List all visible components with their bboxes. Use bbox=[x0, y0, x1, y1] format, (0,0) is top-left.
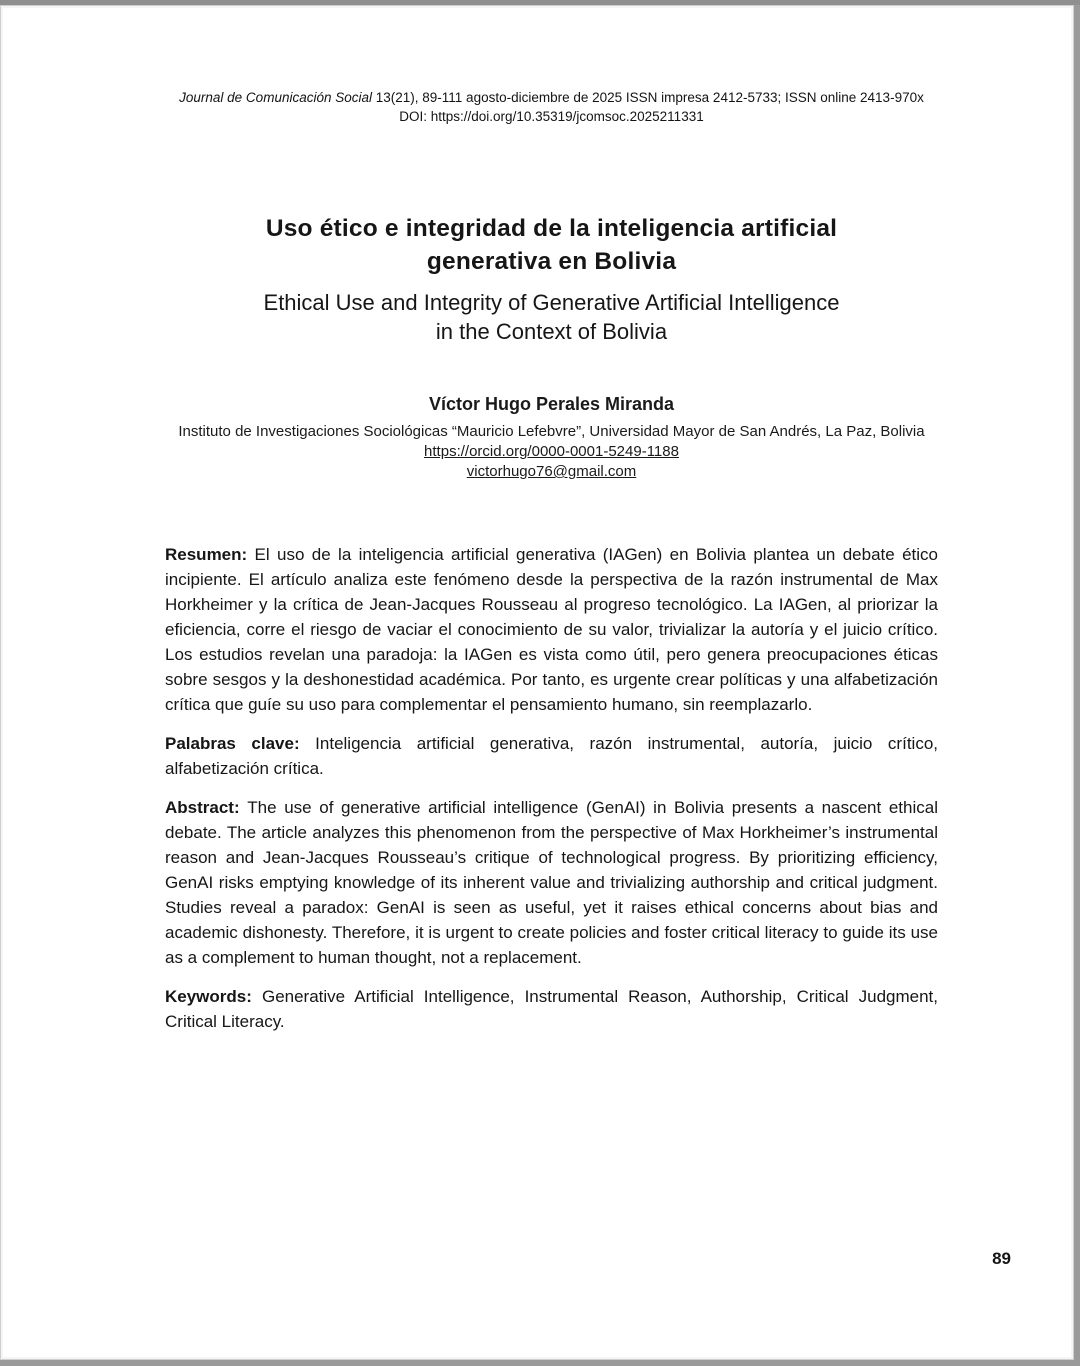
abstract-spanish-label: Resumen: bbox=[165, 545, 255, 564]
document-page bbox=[0, 5, 1074, 1360]
journal-header bbox=[165, 88, 938, 126]
abstract-english-paragraph bbox=[165, 795, 938, 970]
article-title-spanish-line2: generativa en Bolivia bbox=[426, 248, 677, 275]
keywords-spanish-text: Inteligencia artificial generativa, razón instrumental, autoría, juicio crítico, alfabetización crítica. bbox=[165, 734, 938, 778]
email-line bbox=[165, 462, 938, 482]
email-link[interactable]: victorhugo76@gmail.com bbox=[466, 463, 637, 480]
journal-name: Journal de Comunicación Social bbox=[179, 90, 372, 105]
journal-citation-line bbox=[165, 88, 938, 107]
keywords-english-text: Generative Artificial Intelligence, Instrumental Reason, Authorship, Critical Judgment, Critical Literacy. bbox=[165, 987, 938, 1031]
keywords-spanish-label: Palabras clave: bbox=[165, 734, 316, 753]
abstract-spanish-text: El uso de la inteligencia artificial generativa (IAGen) en Bolivia plantea un debate ético incipiente. El artículo analiza este fenómeno desde la perspectiva de la razón instrumental de Max Horkheimer y la crítica de Jean-Jacques Rousseau al progreso tecnológico. La IAGen, al priorizar la eficiencia, corre el riesgo de vaciar el conocimiento de su valor, trivializar la autoría y el juicio crítico. Los estudios revelan una paradoja: la IAGen es vista como útil, pero genera preocupaciones éticas sobre sesgos y la deshonestidad académica. Por tanto, es urgente crear políticas y una alfabetización crítica que guíe su uso para complementar el pensamiento humano, sin reemplazarlo. bbox=[165, 545, 938, 714]
keywords-english-label: Keywords: bbox=[165, 987, 262, 1006]
page-number: 89 bbox=[992, 1249, 1011, 1268]
orcid-line bbox=[165, 442, 938, 462]
abstract-english-label: Abstract: bbox=[165, 798, 248, 817]
page-content bbox=[1, 88, 1073, 1034]
author-name: Víctor Hugo Perales Miranda bbox=[428, 394, 675, 414]
doi-line: DOI: https://doi.org/10.35319/jcomsoc.2025211331 bbox=[399, 109, 704, 124]
author-block bbox=[165, 392, 938, 482]
article-title-english-line1: Ethical Use and Integrity of Generative Artificial Intelligence bbox=[263, 290, 840, 315]
article-title-english bbox=[165, 288, 938, 346]
author-affiliation: Instituto de Investigaciones Sociológicas “Mauricio Lefebvre”, Universidad Mayor de San Andrés, La Paz, Bolivia bbox=[178, 423, 925, 440]
article-title-spanish-line1: Uso ético e integridad de la inteligencia artificial bbox=[265, 215, 838, 242]
orcid-link[interactable]: https://orcid.org/0000-0001-5249-1188 bbox=[424, 443, 679, 460]
abstract-english-text: The use of generative artificial intelligence (GenAI) in Bolivia presents a nascent ethical debate. The article analyzes this phenomenon from the perspective of Max Horkheimer’s instrumental reason and Jean-Jacques Rousseau’s critique of technological progress. By prioritizing efficiency, GenAI risks emptying knowledge of its inherent value and trivializing authorship and critical judgment. Studies reveal a paradox: GenAI is seen as useful, yet it raises ethical concerns about bias and academic dishonesty. Therefore, it is urgent to create policies and foster critical literacy to guide its use as a complement to human thought, not a replacement. bbox=[165, 798, 938, 967]
article-title-spanish bbox=[165, 212, 938, 278]
abstract-spanish-paragraph bbox=[165, 542, 938, 717]
keywords-english-paragraph bbox=[165, 984, 938, 1034]
keywords-spanish-paragraph bbox=[165, 731, 938, 781]
journal-issue-info: 13(21), 89-111 agosto-diciembre de 2025 ISSN impresa 2412-5733; ISSN online 2413-970x bbox=[372, 90, 924, 105]
article-title-english-line2: in the Context of Bolivia bbox=[435, 319, 668, 344]
